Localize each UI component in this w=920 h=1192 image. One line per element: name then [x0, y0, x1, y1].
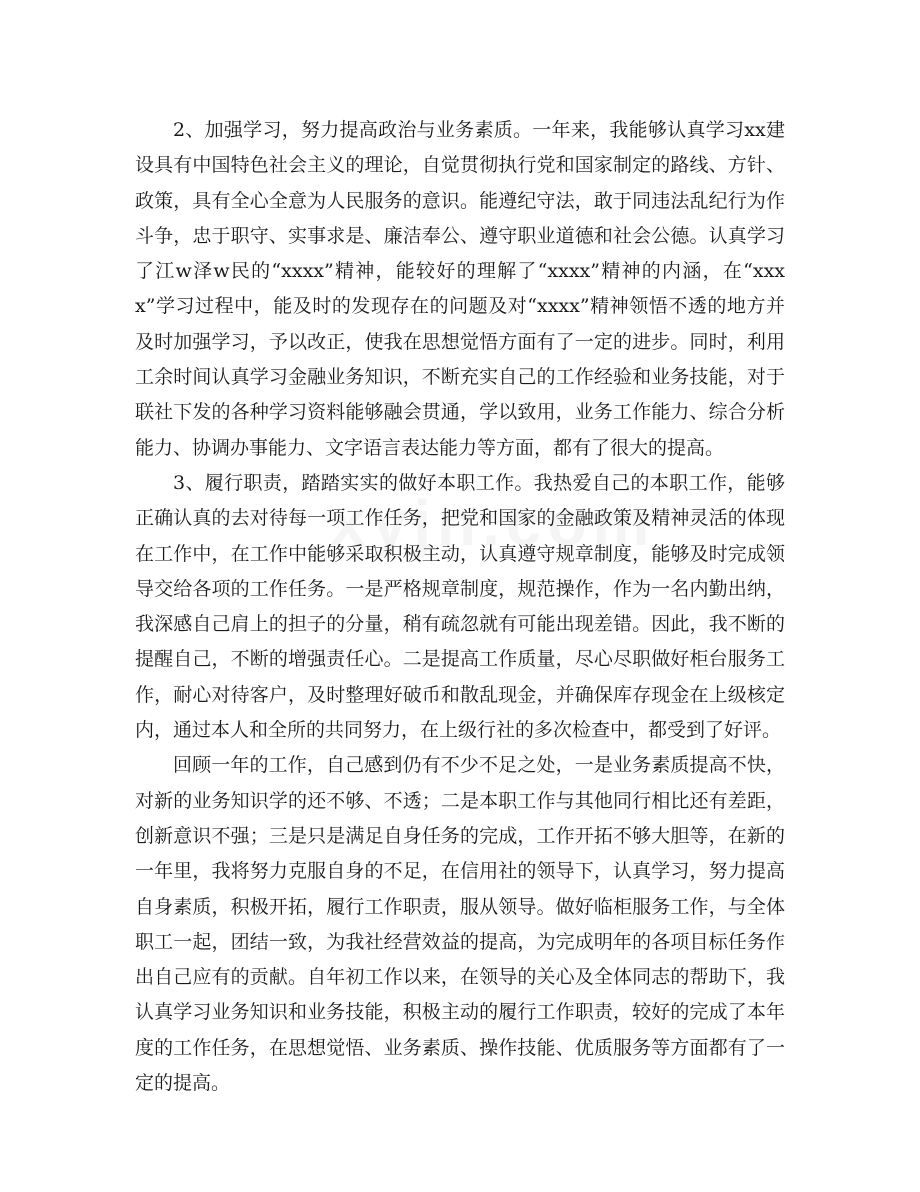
- document-body: [135, 113, 785, 1101]
- paragraph-study: 2、加强学习，努力提高政治与业务素质。一年来，我能够认真学习xx建设具有中国特色社会主义的理论，自觉贯彻执行党和国家制定的路线、方针、政策，具有全心全意为人民服务的意识。能遵纪守法，敢于同违法乱纪行为作斗争，忠于职守、实事求是、廉洁奉公、遵守职业道德和社会公德。认真学习了江w泽w民的“xxxx”精神，能较好的理解了“xxxx”精神的内涵，在“xxxx”学习过程中，能及时的发现存在的问题及对“xxxx”精神领悟不透的地方并及时加强学习，予以改正，使我在思想觉悟方面有了一定的进步。同时，利用工余时间认真学习金融业务知识，不断充实自己的工作经验和业务技能，对于联社下发的各种学习资料能够融会贯通，学以致用，业务工作能力、综合分析能力、协调办事能力、文字语言表达能力等方面，都有了很大的提高。: [135, 119, 785, 459]
- paragraph-duties: 3、履行职责，踏踏实实的做好本职工作。我热爱自己的本职工作，能够正确认真的去对待每一项工作任务，把党和国家的金融政策及精神灵活的体现在工作中，在工作中能够采取积极主动，认真遵守规章制度，能够及时完成领导交给各项的工作任务。一是严格规章制度，规范操作，作为一名内勤出纳，我深感自己肩上的担子的分量，稍有疏忽就有可能出现差错。因此，我不断的提醒自己，不断的增强责任心。二是提高工作质量，尽心尽职做好柜台服务工作，耐心对待客户，及时整理好破币和散乱现金，并确保库存现金在上级核定内，通过本人和全所的共同努力，在上级行社的多次检查中，都受到了好评。: [135, 471, 785, 742]
- paragraph-review: 回顾一年的工作，自己感到仍有不少不足之处，一是业务素质提高不快，对新的业务知识学的还不够、不透；二是本职工作与其他同行相比还有差距，创新意识不强；三是只是满足自身任务的完成，工作开拓不够大胆等，在新的一年里，我将努力克服自身的不足，在信用社的领导下，认真学习，努力提高自身素质，积极开拓，履行工作职责，服从领导。做好临柜服务工作，与全体职工一起，团结一致，为我社经营效益的提高，为完成明年的各项目标任务作出自己应有的贡献。自年初工作以来，在领导的关心及全体同志的帮助下，我认真学习业务知识和业务技能，积极主动的履行工作职责，较好的完成了本年度的工作任务，在思想觉悟、业务素质、操作技能、优质服务等方面都有了一定的提高。: [135, 754, 785, 1095]
